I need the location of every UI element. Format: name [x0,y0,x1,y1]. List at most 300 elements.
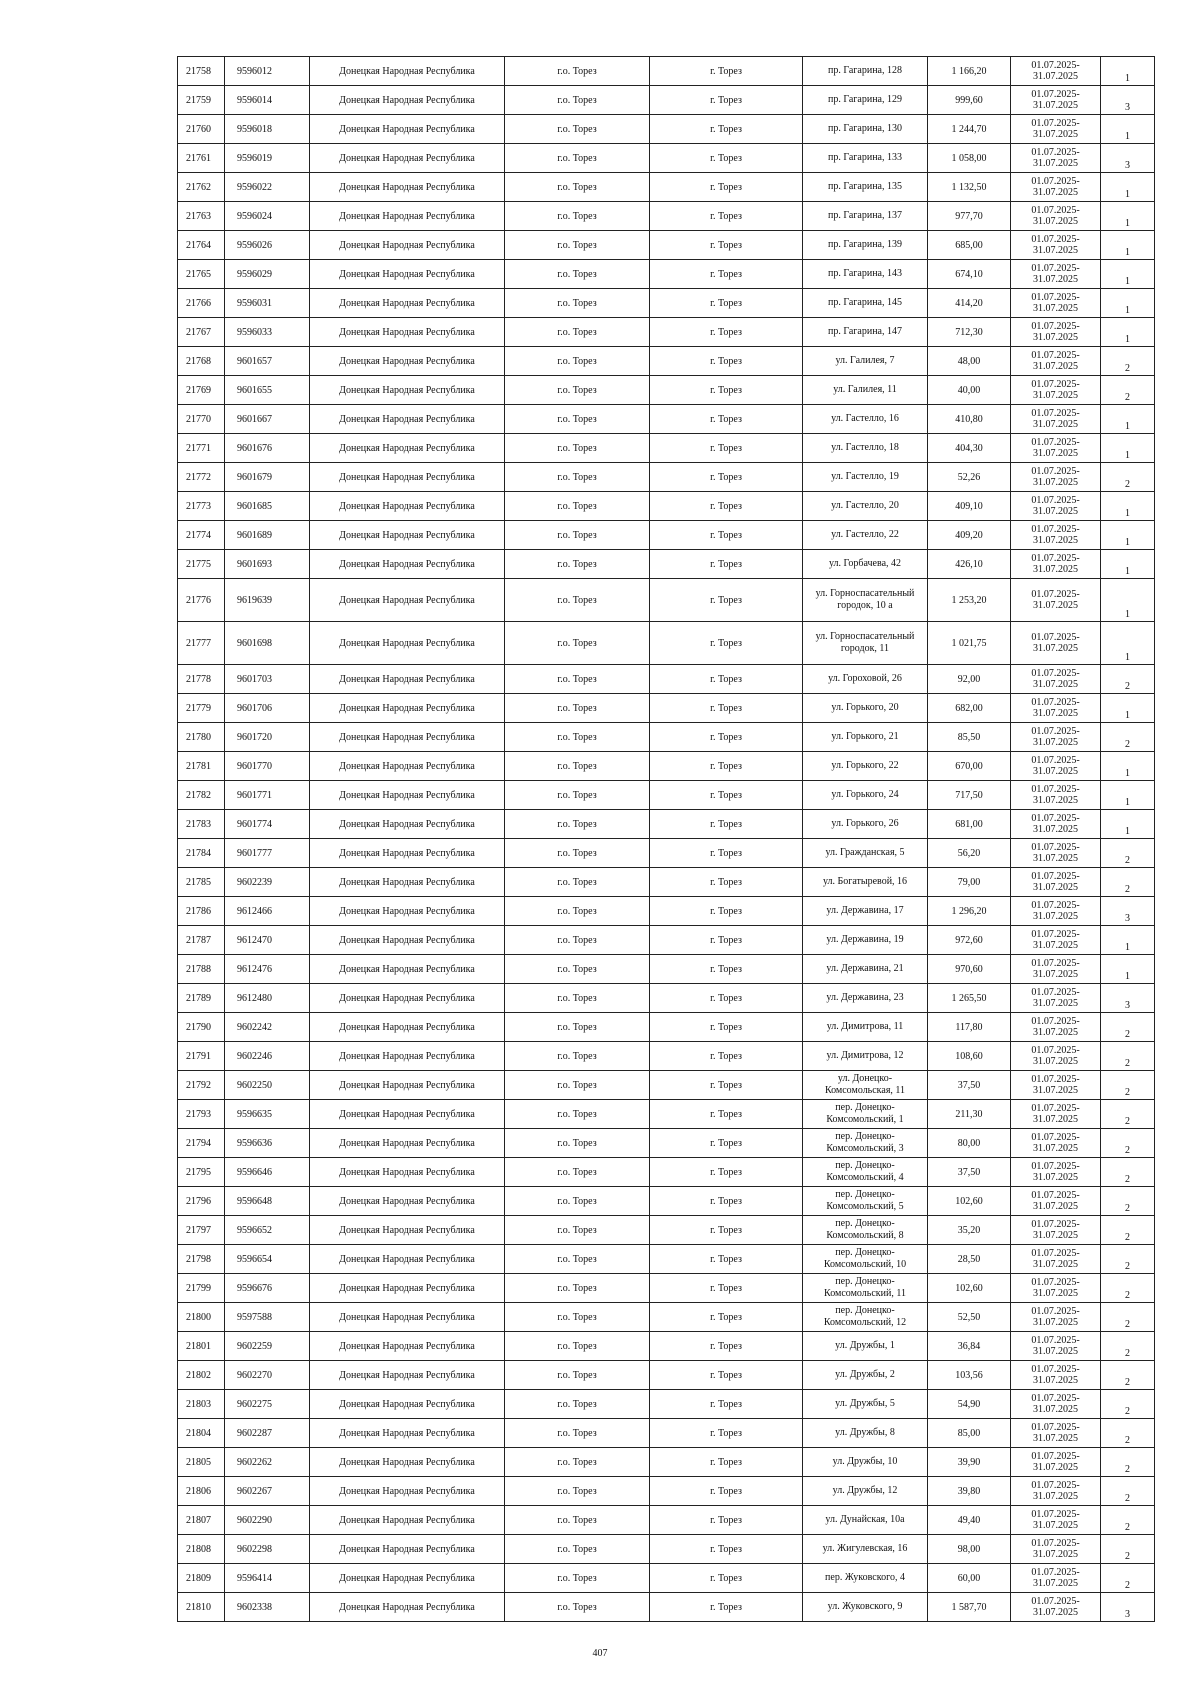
city-cell [650,1129,803,1158]
address-cell [803,723,928,752]
address-cell [803,868,928,897]
object-code-cell [225,868,310,897]
district-cell [505,723,650,752]
object-code: 9602250 [237,1079,272,1091]
period-start: 01.07.2025- [1031,176,1080,187]
district-name: г.о. Торез [557,558,597,570]
object-code: 9612480 [237,992,272,1004]
city-name: г. Торез [710,239,742,251]
address-cell [803,521,928,550]
republic-cell [310,463,505,492]
period-end: 31.07.2025 [1033,708,1078,719]
area-value: 40,00 [957,384,981,396]
row-id: 21772 [186,471,211,483]
republic-cell [310,550,505,579]
period-cell [1011,86,1101,115]
address-text: пер. Донецко-Комсомольский, 4 [826,1160,904,1183]
row-id: 21759 [186,94,211,106]
row-id: 21779 [186,702,211,714]
district-name: г.о. Торез [557,905,597,917]
object-code-cell [225,810,310,839]
address-text: пр. Гагарина, 139 [827,239,902,250]
district-name: г.о. Торез [557,384,597,396]
district-cell [505,492,650,521]
area-value: 426,10 [955,558,983,570]
city-name: г. Торез [710,637,742,649]
republic-cell [310,260,505,289]
address-text: ул. Горького, 20 [831,702,899,713]
row-id-cell [178,1593,225,1622]
period-end: 31.07.2025 [1033,643,1078,654]
area-value: 92,00 [957,673,981,685]
row-id-cell [178,1535,225,1564]
republic-cell [310,723,505,752]
period-start: 01.07.2025- [1031,408,1080,419]
area-value: 717,50 [955,789,983,801]
district-name: г.о. Торез [557,963,597,975]
area-cell [928,115,1011,144]
city-name: г. Торез [710,673,742,685]
city-name: г. Торез [710,558,742,570]
area-cell [928,839,1011,868]
table-row [178,550,1155,579]
count-value: 2 [1125,1087,1130,1098]
count-cell [1101,1593,1155,1622]
area-value: 972,60 [955,934,983,946]
period-start: 01.07.2025- [1031,1045,1080,1056]
object-code: 9602287 [237,1427,272,1439]
object-code: 9602246 [237,1050,272,1062]
district-name: г.о. Торез [557,760,597,772]
address-cell [803,86,928,115]
republic-name: Донецкая Народная Республика [339,1369,475,1381]
count-value: 1 [1125,768,1130,779]
period-end: 31.07.2025 [1033,71,1078,82]
period-cell [1011,622,1101,665]
count-cell [1101,86,1155,115]
row-id: 21781 [186,760,211,772]
city-name: г. Торез [710,1514,742,1526]
district-name: г.о. Торез [557,1137,597,1149]
area-cell [928,1274,1011,1303]
row-id-cell [178,723,225,752]
address-text: пер. Донецко-Комсомольский, 1 [826,1102,904,1125]
address-text: пер. Донецко-Комсомольский, 3 [826,1131,904,1154]
area-value: 49,40 [957,1514,981,1526]
republic-name: Донецкая Народная Республика [339,152,475,164]
period-start: 01.07.2025- [1031,632,1080,643]
republic-cell [310,1042,505,1071]
object-code: 9596654 [237,1253,272,1265]
period-cell [1011,926,1101,955]
row-id: 21784 [186,847,211,859]
city-name: г. Торез [710,1543,742,1555]
city-cell [650,1245,803,1274]
address-text: ул. Горького, 26 [831,818,899,829]
address-text: ул. Димитрова, 11 [826,1021,904,1032]
city-cell [650,926,803,955]
object-code-cell [225,1506,310,1535]
row-id-cell [178,1303,225,1332]
count-value: 2 [1125,681,1130,692]
row-id-cell [178,289,225,318]
area-cell [928,1477,1011,1506]
address-cell [803,1593,928,1622]
table-row [178,405,1155,434]
district-cell [505,1448,650,1477]
republic-name: Донецкая Народная Республика [339,934,475,946]
period-cell [1011,752,1101,781]
city-name: г. Торез [710,297,742,309]
row-id: 21773 [186,500,211,512]
republic-name: Донецкая Народная Республика [339,818,475,830]
address-cell [803,57,928,86]
city-name: г. Торез [710,1050,742,1062]
republic-name: Донецкая Народная Республика [339,905,475,917]
period-start: 01.07.2025- [1031,755,1080,766]
address-text: пер. Донецко-Комсомольский, 8 [826,1218,904,1241]
object-code-cell [225,202,310,231]
republic-cell [310,434,505,463]
object-code: 9612470 [237,934,272,946]
district-cell [505,550,650,579]
district-name: г.о. Торез [557,442,597,454]
district-name: г.о. Торез [557,1601,597,1613]
period-start: 01.07.2025- [1031,1306,1080,1317]
table-row [178,839,1155,868]
city-name: г. Торез [710,65,742,77]
district-cell [505,260,650,289]
object-code-cell [225,897,310,926]
row-id: 21787 [186,934,211,946]
area-value: 37,50 [957,1166,981,1178]
object-code: 9596635 [237,1108,272,1120]
period-cell [1011,1477,1101,1506]
republic-name: Донецкая Народная Республика [339,1021,475,1033]
address-text: ул. Дружбы, 1 [835,1340,895,1351]
district-name: г.о. Торез [557,594,597,606]
republic-cell [310,347,505,376]
republic-name: Донецкая Народная Республика [339,94,475,106]
republic-name: Донецкая Народная Республика [339,731,475,743]
table-row [178,1448,1155,1477]
row-id: 21789 [186,992,211,1004]
period-cell [1011,376,1101,405]
area-cell [928,1506,1011,1535]
district-cell [505,897,650,926]
district-name: г.о. Торез [557,1543,597,1555]
address-cell [803,434,928,463]
city-cell [650,1564,803,1593]
city-cell [650,868,803,897]
object-code: 9601771 [237,789,272,801]
count-cell [1101,1071,1155,1100]
period-cell [1011,897,1101,926]
period-start: 01.07.2025- [1031,1074,1080,1085]
district-name: г.о. Торез [557,413,597,425]
district-cell [505,1506,650,1535]
republic-cell [310,231,505,260]
period-cell [1011,1564,1101,1593]
area-value: 54,90 [957,1398,981,1410]
city-cell [650,1303,803,1332]
republic-name: Донецкая Народная Республика [339,326,475,338]
object-code: 9596026 [237,239,272,251]
period-end: 31.07.2025 [1033,245,1078,256]
table-row [178,1535,1155,1564]
district-cell [505,86,650,115]
row-id: 21775 [186,558,211,570]
count-value: 2 [1125,1348,1130,1359]
period-end: 31.07.2025 [1033,100,1078,111]
area-cell [928,260,1011,289]
table-row [178,1390,1155,1419]
table-row [178,231,1155,260]
table-row [178,57,1155,86]
count-cell [1101,1332,1155,1361]
city-name: г. Торез [710,355,742,367]
count-cell [1101,376,1155,405]
period-cell [1011,665,1101,694]
object-code: 9612466 [237,905,272,917]
district-name: г.о. Торез [557,731,597,743]
republic-name: Донецкая Народная Республика [339,297,475,309]
area-value: 1 244,70 [951,123,987,135]
object-code-cell [225,1274,310,1303]
area-cell [928,289,1011,318]
count-cell [1101,1361,1155,1390]
area-value: 409,20 [955,529,983,541]
district-cell [505,463,650,492]
row-id: 21782 [186,789,211,801]
object-code-cell [225,1419,310,1448]
address-cell [803,492,928,521]
address-cell [803,1042,928,1071]
district-cell [505,1071,650,1100]
republic-cell [310,1013,505,1042]
row-id-cell [178,665,225,694]
city-name: г. Торез [710,1572,742,1584]
count-cell [1101,868,1155,897]
row-id-cell [178,1071,225,1100]
period-cell [1011,1361,1101,1390]
city-cell [650,1071,803,1100]
republic-cell [310,1535,505,1564]
address-cell [803,1448,928,1477]
city-name: г. Торез [710,1108,742,1120]
republic-cell [310,752,505,781]
period-start: 01.07.2025- [1031,1567,1080,1578]
row-id-cell [178,86,225,115]
area-value: 28,50 [957,1253,981,1265]
area-value: 117,80 [955,1021,983,1033]
count-cell [1101,521,1155,550]
district-cell [505,434,650,463]
area-value: 682,00 [955,702,983,714]
row-id-cell [178,1448,225,1477]
period-start: 01.07.2025- [1031,60,1080,71]
area-cell [928,665,1011,694]
district-cell [505,376,650,405]
district-name: г.о. Торез [557,500,597,512]
district-name: г.о. Торез [557,1021,597,1033]
district-name: г.о. Торез [557,1282,597,1294]
address-text: ул. Дружбы, 2 [835,1369,895,1380]
republic-name: Донецкая Народная Республика [339,1137,475,1149]
row-id-cell [178,434,225,463]
period-cell [1011,231,1101,260]
address-text: ул. Горбачева, 42 [828,558,902,569]
address-cell [803,202,928,231]
district-cell [505,1593,650,1622]
period-start: 01.07.2025- [1031,871,1080,882]
district-cell [505,665,650,694]
district-cell [505,622,650,665]
table-row [178,665,1155,694]
city-name: г. Торез [710,1601,742,1613]
republic-cell [310,1216,505,1245]
city-name: г. Торез [710,210,742,222]
table-row [178,1187,1155,1216]
address-text: пр. Гагарина, 147 [827,326,902,337]
count-value: 2 [1125,1435,1130,1446]
object-code: 9601720 [237,731,272,743]
address-text: ул. Дружбы, 12 [832,1485,898,1496]
republic-cell [310,144,505,173]
city-name: г. Торез [710,384,742,396]
period-end: 31.07.2025 [1033,1317,1078,1328]
period-start: 01.07.2025- [1031,1132,1080,1143]
district-cell [505,1158,650,1187]
period-end: 31.07.2025 [1033,1404,1078,1415]
row-id-cell [178,1216,225,1245]
address-text: ул. Гастелло, 22 [831,529,899,540]
district-name: г.о. Торез [557,1369,597,1381]
district-name: г.о. Торез [557,297,597,309]
count-value: 2 [1125,1261,1130,1272]
city-name: г. Торез [710,1079,742,1091]
object-code: 9602259 [237,1340,272,1352]
period-start: 01.07.2025- [1031,234,1080,245]
area-cell [928,1071,1011,1100]
republic-name: Донецкая Народная Республика [339,1572,475,1584]
city-cell [650,1419,803,1448]
area-value: 1 058,00 [951,152,987,164]
address-cell [803,1245,928,1274]
area-value: 1 587,70 [951,1601,987,1613]
count-value: 1 [1125,710,1130,721]
republic-cell [310,1129,505,1158]
republic-cell [310,984,505,1013]
count-cell [1101,144,1155,173]
period-cell [1011,57,1101,86]
count-value: 2 [1125,1493,1130,1504]
district-cell [505,318,650,347]
area-value: 404,30 [955,442,983,454]
object-code: 9602290 [237,1514,272,1526]
address-cell [803,984,928,1013]
republic-name: Донецкая Народная Республика [339,210,475,222]
republic-cell [310,1506,505,1535]
table-row [178,376,1155,405]
area-value: 1 132,50 [951,181,987,193]
city-name: г. Торез [710,1195,742,1207]
republic-name: Донецкая Народная Республика [339,1166,475,1178]
address-text: пр. Гагарина, 130 [827,123,902,134]
period-cell [1011,1535,1101,1564]
count-value: 1 [1125,73,1130,84]
republic-cell [310,1332,505,1361]
address-cell [803,347,928,376]
period-end: 31.07.2025 [1033,1520,1078,1531]
address-cell [803,955,928,984]
count-value: 2 [1125,479,1130,490]
period-start: 01.07.2025- [1031,292,1080,303]
count-cell [1101,1564,1155,1593]
city-cell [650,781,803,810]
address-cell [803,926,928,955]
address-text: пр. Гагарина, 143 [827,268,902,279]
period-end: 31.07.2025 [1033,1491,1078,1502]
count-cell [1101,1158,1155,1187]
area-cell [928,1448,1011,1477]
row-id: 21792 [186,1079,211,1091]
count-cell [1101,1274,1155,1303]
count-value: 3 [1125,913,1130,924]
count-cell [1101,202,1155,231]
period-end: 31.07.2025 [1033,766,1078,777]
count-cell [1101,694,1155,723]
row-id-cell [178,622,225,665]
object-code: 9596652 [237,1224,272,1236]
period-start: 01.07.2025- [1031,1190,1080,1201]
table-row [178,492,1155,521]
row-id: 21764 [186,239,211,251]
table-row [178,347,1155,376]
object-code: 9596024 [237,210,272,222]
count-value: 2 [1125,1551,1130,1562]
count-value: 1 [1125,797,1130,808]
row-id-cell [178,1361,225,1390]
period-end: 31.07.2025 [1033,1027,1078,1038]
period-end: 31.07.2025 [1033,1143,1078,1154]
area-cell [928,144,1011,173]
city-name: г. Торез [710,1340,742,1352]
period-end: 31.07.2025 [1033,1114,1078,1125]
republic-name: Донецкая Народная Республика [339,384,475,396]
district-cell [505,694,650,723]
address-cell [803,665,928,694]
row-id: 21801 [186,1340,211,1352]
row-id: 21798 [186,1253,211,1265]
table-row [178,622,1155,665]
row-id-cell [178,1013,225,1042]
city-name: г. Торез [710,152,742,164]
period-start: 01.07.2025- [1031,1596,1080,1607]
city-cell [650,897,803,926]
period-start: 01.07.2025- [1031,697,1080,708]
object-code-cell [225,376,310,405]
records-table [177,56,1155,1622]
row-id: 21788 [186,963,211,975]
object-code-cell [225,550,310,579]
period-cell [1011,347,1101,376]
address-cell [803,781,928,810]
count-cell [1101,579,1155,622]
object-code-cell [225,173,310,202]
period-end: 31.07.2025 [1033,390,1078,401]
district-name: г.о. Торез [557,1079,597,1091]
